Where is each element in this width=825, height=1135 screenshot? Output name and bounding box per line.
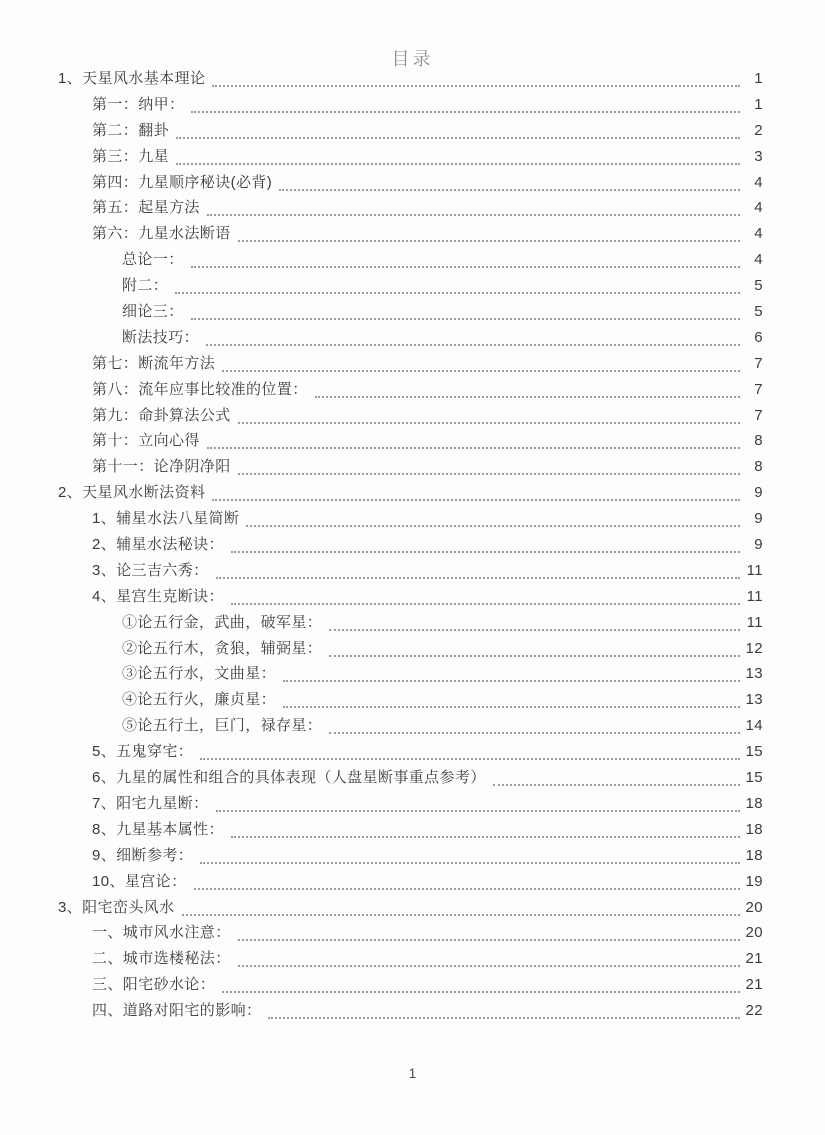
toc-entry-page: 12 [745,639,763,657]
toc-leader-dots [216,791,740,812]
toc-leader-dots [279,170,740,191]
toc-entry-page: 1 [754,70,763,87]
toc-entry[interactable] [58,428,763,454]
toc-entry[interactable] [58,299,763,325]
toc-entry-label: 2、天星风水断法资料 [58,484,206,502]
toc-entry-page: 4 [754,199,763,217]
toc-leader-dots [493,765,740,786]
toc-entry-page: 11 [746,587,763,605]
toc-entry-page: 18 [745,820,763,838]
toc-entry-page: 13 [745,691,763,709]
toc-leader-dots [268,998,740,1019]
toc-leader-dots [283,661,740,682]
toc-entry[interactable] [58,506,763,532]
toc-entry-label: 9、细断参考： [92,846,194,864]
toc-entry-label: 第六：九星水法断语 [92,225,231,243]
toc-entry[interactable] [58,920,763,946]
toc-entry[interactable] [58,532,763,558]
toc-entry-page: 1 [754,95,763,113]
toc-entry-label: 断法技巧： [122,328,200,346]
toc-leader-dots [329,713,740,734]
toc-entry-page: 20 [745,898,763,916]
toc-entry-label: ①论五行金，武曲，破军星： [122,613,323,631]
toc-entry[interactable] [58,713,763,739]
toc-entry-page: 21 [745,976,763,994]
toc-entry-page: 4 [754,251,763,269]
toc-entry-label: 1、天星风水基本理论 [58,70,206,87]
toc-entry-page: 4 [754,225,763,243]
toc-entry-label: 第十一：论净阴净阳 [92,458,231,476]
toc-entry-page: 9 [754,510,763,528]
toc-leader-dots [176,118,740,139]
toc-entry[interactable] [58,66,763,92]
toc-leader-dots [246,506,740,527]
toc-entry[interactable] [58,247,763,273]
toc-leader-dots [191,299,740,320]
toc-leader-dots [238,221,740,242]
toc-entry[interactable] [58,946,763,972]
toc-entry-page: 4 [754,173,763,191]
toc-entry[interactable] [58,843,763,869]
toc-entry-label: 3、阳宅峦头风水 [58,898,175,916]
toc-list [58,66,763,1024]
toc-entry-label: 5、五鬼穿宅： [92,743,194,761]
toc-leader-dots [200,739,740,760]
toc-leader-dots [231,817,740,838]
toc-entry-label: 三、阳宅砂水论： [92,976,216,994]
toc-leader-dots [206,325,740,346]
toc-entry[interactable] [58,739,763,765]
toc-entry-label: 8、九星基本属性： [92,820,224,838]
toc-entry-page: 6 [754,328,763,346]
toc-entry-page: 18 [745,794,763,812]
toc-entry[interactable] [58,636,763,662]
toc-entry-page: 3 [754,147,763,165]
toc-entry-label: 2、辅星水法秘诀： [92,536,224,554]
toc-leader-dots [238,920,740,941]
toc-leader-dots [212,480,740,501]
toc-entry[interactable] [58,351,763,377]
toc-entry-page: 19 [745,872,763,890]
toc-leader-dots [216,558,740,579]
toc-leader-dots [212,66,740,87]
toc-leader-dots [238,454,740,475]
toc-entry-page: 5 [754,303,763,321]
toc-entry-page: 2 [754,121,763,139]
toc-entry[interactable] [58,377,763,403]
toc-entry[interactable] [58,610,763,636]
toc-leader-dots [238,403,740,424]
toc-leader-dots [329,610,740,631]
toc-entry[interactable] [58,765,763,791]
toc-entry-label: 第一：纳甲： [92,95,185,113]
toc-entry-label: 第二：翻卦 [92,121,170,139]
toc-entry-label: ④论五行火，廉贞星： [122,691,277,709]
toc-entry-label: 第十：立向心得 [92,432,200,450]
toc-entry[interactable] [58,195,763,221]
toc-entry-page: 22 [745,1002,763,1020]
toc-leader-dots [191,92,740,113]
toc-entry-label: 6、九星的属性和组合的具体表现（人盘星断事重点参考） [92,769,486,787]
toc-entry-label: 第八：流年应事比较准的位置： [92,380,308,398]
toc-leader-dots [315,377,740,398]
toc-entry-label: 10、星宫论： [92,872,187,890]
toc-entry-page: 15 [745,743,763,761]
toc-leader-dots [194,869,741,890]
toc-entry[interactable] [58,558,763,584]
toc-entry-label: 7、阳宅九星断： [92,794,209,812]
footer-page-number: 1 [408,1066,417,1081]
toc-leader-dots [207,428,740,449]
toc-entry[interactable] [58,403,763,429]
toc-entry[interactable] [58,998,763,1024]
toc-entry-page: 8 [754,432,763,450]
toc-entry[interactable] [58,170,763,196]
toc-leader-dots [238,946,740,967]
toc-entry-page: 7 [754,380,763,398]
toc-entry-page: 18 [745,846,763,864]
toc-leader-dots [231,532,740,553]
toc-entry[interactable] [58,273,763,299]
toc-entry[interactable] [58,687,763,713]
toc-entry-label: ③论五行水，文曲星： [122,665,277,683]
toc-entry[interactable] [58,325,763,351]
toc-entry-page: 21 [745,950,763,968]
toc-entry-page: 8 [754,458,763,476]
toc-entry-page: 11 [746,613,763,631]
toc-entry-label: 第三：九星 [92,147,170,165]
toc-leader-dots [231,584,740,605]
toc-leader-dots [182,895,740,916]
toc-leader-dots [176,144,740,165]
toc-entry-label: 3、论三吉六秀： [92,561,209,579]
toc-entry-label: ⑤论五行土，巨门，禄存星： [122,717,323,735]
toc-entry-label: 1、辅星水法八星简断 [92,510,240,528]
toc-entry-label: 第七：断流年方法 [92,354,216,372]
toc-entry-page: 20 [745,924,763,942]
toc-entry[interactable] [58,480,763,506]
toc-leader-dots [207,195,740,216]
toc-entry-page: 11 [746,561,763,579]
toc-leader-dots [222,972,740,993]
toc-entry[interactable] [58,895,763,921]
toc-title: 目录 [391,49,434,70]
toc-entry-page: 7 [754,406,763,424]
toc-entry[interactable] [58,584,763,610]
toc-entry[interactable] [58,817,763,843]
toc-entry-page: 9 [754,484,763,502]
toc-entry-page: 13 [745,665,763,683]
toc-entry-label: 第五：起星方法 [92,199,200,217]
toc-leader-dots [329,636,740,657]
toc-entry-label: 4、星宫生克断诀： [92,587,224,605]
toc-entry-label: 附二： [122,277,169,295]
toc-entry-label: 细论三： [122,303,184,321]
toc-entry[interactable] [58,661,763,687]
toc-entry-label: ②论五行木，贪狼，辅弼星： [122,639,323,657]
toc-entry[interactable] [58,144,763,170]
toc-entry-page: 5 [754,277,763,295]
toc-entry-page: 7 [754,354,763,372]
toc-entry-label: 二、城市选楼秘法： [92,950,231,968]
toc-entry[interactable] [58,221,763,247]
toc-leader-dots [191,247,740,268]
toc-entry-page: 9 [754,536,763,554]
toc-entry-label: 四、道路对阳宅的影响： [92,1002,262,1020]
toc-leader-dots [283,687,740,708]
toc-entry[interactable] [58,454,763,480]
toc-entry-label: 一、城市风水注意： [92,924,231,942]
toc-entry[interactable] [58,118,763,144]
toc-entry[interactable] [58,791,763,817]
toc-entry-label: 第九：命卦算法公式 [92,406,231,424]
toc-entry-page: 14 [745,717,763,735]
toc-entry[interactable] [58,972,763,998]
toc-entry[interactable] [58,92,763,118]
toc-entry-label: 总论一： [122,251,184,269]
toc-entry-label: 第四：九星顺序秘诀(必背) [92,173,273,191]
toc-entry[interactable] [58,869,763,895]
toc-leader-dots [200,843,740,864]
toc-leader-dots [175,273,740,294]
toc-entry-page: 15 [745,769,763,787]
toc-leader-dots [222,351,740,372]
